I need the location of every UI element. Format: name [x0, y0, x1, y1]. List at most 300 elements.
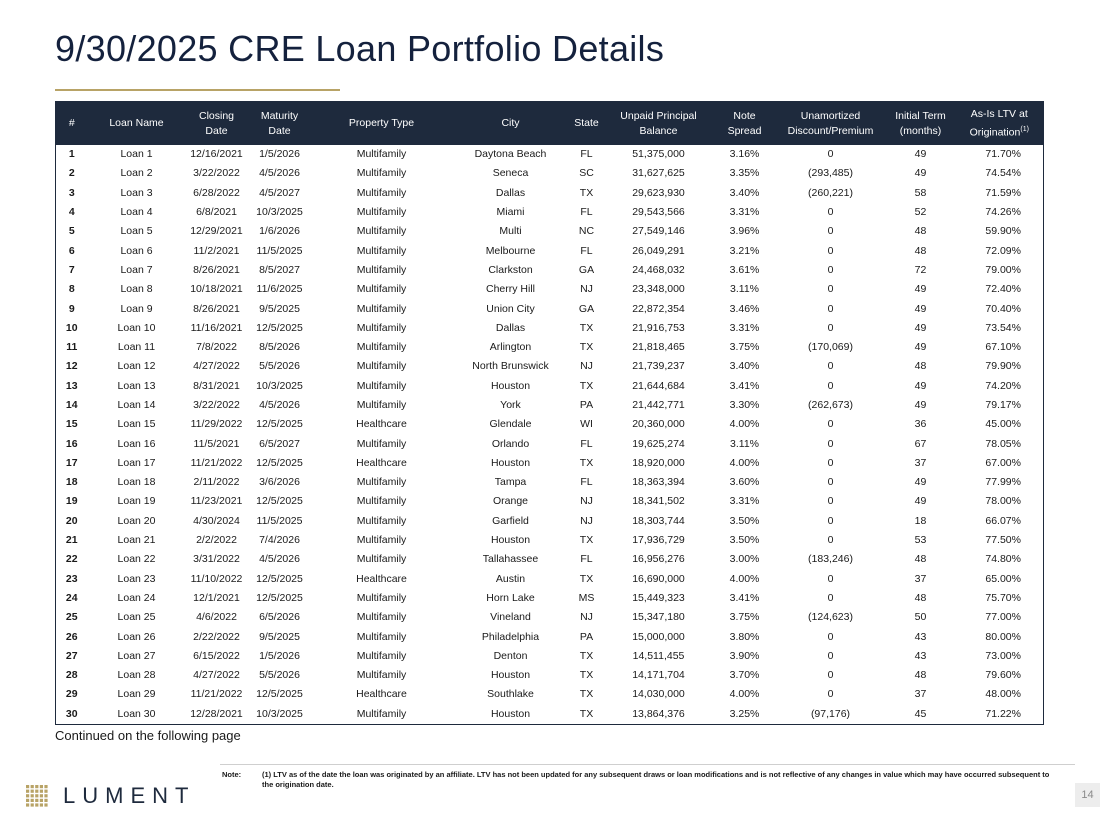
table-cell: (260,221)	[808, 186, 853, 199]
logo-dot	[40, 799, 43, 802]
table-cell: Loan 13	[117, 379, 156, 392]
table-cell: Tampa	[494, 476, 527, 489]
column-header-line1: As-Is LTV at	[970, 107, 1028, 120]
column-header	[886, 102, 956, 146]
table-cell: 3.16%	[729, 148, 760, 161]
column-header	[776, 102, 886, 146]
table-cell: 10/18/2021	[190, 283, 243, 296]
table-cell: Multifamily	[356, 341, 407, 354]
table-cell: 23,348,000	[632, 283, 685, 296]
column-header-line1: #	[68, 117, 75, 129]
table-cell: Loan 5	[120, 225, 153, 238]
table-cell: 48	[914, 244, 927, 257]
table-row	[56, 222, 1044, 241]
table-cell: Multifamily	[356, 244, 407, 257]
column-header-line2: Discount/Premium	[787, 124, 874, 137]
table-cell: 0	[827, 476, 834, 489]
table-row	[56, 145, 1044, 164]
table-cell: 3.11%	[730, 283, 759, 296]
table-cell: 79.90%	[985, 360, 1021, 373]
table-cell: Loan 11	[117, 341, 156, 354]
table-cell: 8	[68, 283, 75, 296]
table-cell: 48	[914, 553, 927, 566]
table-cell: TX	[579, 649, 594, 662]
column-header	[186, 102, 248, 146]
table-row	[56, 531, 1044, 550]
table-cell: 43	[914, 630, 927, 643]
lument-logo-mark-icon	[25, 784, 49, 808]
table-cell: Healthcare	[356, 456, 407, 469]
table-cell: 49	[914, 495, 927, 508]
table-cell: Orlando	[491, 437, 530, 450]
table-cell: 15,449,323	[632, 591, 685, 604]
table-cell: GA	[578, 302, 595, 315]
table-cell: 24,468,032	[632, 263, 685, 276]
column-header-line2: Date	[268, 124, 291, 137]
table-cell: 20	[65, 514, 78, 527]
table-cell: Multifamily	[356, 707, 407, 720]
table-cell: 67.00%	[985, 456, 1021, 469]
table-cell: Houston	[490, 707, 531, 720]
table-cell: Loan 24	[117, 591, 156, 604]
table-body	[56, 145, 1044, 724]
table-cell: Loan 19	[117, 495, 156, 508]
table-cell: FL	[580, 206, 593, 219]
table-cell: 2/22/2022	[193, 630, 240, 643]
table-cell: 11/21/2022	[190, 456, 243, 469]
table-cell: 0	[827, 534, 834, 547]
table-cell: 0	[827, 321, 834, 334]
table-row	[56, 377, 1044, 396]
table-cell: TX	[579, 379, 594, 392]
table-cell: 0	[827, 302, 834, 315]
table-cell: 7/8/2022	[196, 341, 237, 354]
table-cell: 11/29/2022	[190, 418, 243, 431]
table-cell: 78.00%	[985, 495, 1021, 508]
table-cell: 16,956,276	[632, 553, 685, 566]
table-cell: 12/5/2025	[256, 495, 303, 508]
table-cell: TX	[579, 707, 594, 720]
table-cell: 3.41%	[729, 591, 760, 604]
table-cell: Multifamily	[356, 476, 407, 489]
table-cell: FL	[580, 148, 593, 161]
table-cell: 65.00%	[985, 572, 1021, 585]
table-cell: Multifamily	[356, 669, 407, 682]
table-cell: 0	[827, 379, 834, 392]
logo-dot	[26, 794, 29, 797]
table-cell: 18	[914, 514, 927, 527]
table-row	[56, 627, 1044, 646]
table-cell: 58	[914, 186, 927, 199]
table-cell: Loan 20	[117, 514, 156, 527]
table-cell: 77.00%	[985, 611, 1021, 624]
table-cell: TX	[579, 321, 594, 334]
table-row	[56, 319, 1044, 338]
table-cell: 48	[914, 360, 927, 373]
table-cell: 3.46%	[729, 302, 760, 315]
table-cell: 12/29/2021	[190, 225, 243, 238]
logo-dot	[31, 790, 34, 793]
table-cell: 3.31%	[729, 495, 760, 508]
table-cell: FL	[580, 244, 593, 257]
table-cell: (97,176)	[810, 707, 851, 720]
logo-dot	[40, 803, 43, 806]
column-header	[88, 102, 186, 146]
logo-dot	[26, 799, 29, 802]
table-cell: Dallas	[495, 186, 526, 199]
table-cell: 9/5/2025	[259, 630, 300, 643]
table-cell: 25	[65, 611, 78, 624]
table-cell: 3.40%	[729, 360, 760, 373]
column-header-line1: Property Type	[348, 117, 415, 129]
table-cell: Loan 16	[117, 437, 156, 450]
table-cell: NJ	[580, 514, 593, 527]
note-label: Note:	[222, 770, 242, 779]
table-cell: 12/5/2025	[256, 591, 303, 604]
logo-dot	[40, 794, 43, 797]
logo-dot	[26, 803, 29, 806]
table-cell: 0	[827, 148, 834, 161]
table-cell: Multifamily	[356, 649, 407, 662]
table-cell: 0	[827, 495, 834, 508]
table-cell: Multifamily	[356, 225, 407, 238]
column-header-line1: State	[574, 117, 599, 129]
table-cell: Southlake	[487, 688, 534, 701]
table-cell: (124,623)	[808, 611, 853, 624]
table-row	[56, 434, 1044, 453]
table-cell: TX	[579, 534, 594, 547]
table-cell: 4.00%	[729, 418, 760, 431]
column-header-line1: Loan Name	[109, 117, 164, 129]
table-cell: 72.40%	[985, 283, 1021, 296]
logo-dot	[26, 785, 29, 788]
logo-dot	[44, 790, 47, 793]
table-cell: 79.00%	[985, 263, 1021, 276]
table-cell: 26,049,291	[632, 244, 685, 257]
table-cell: FL	[580, 553, 593, 566]
table-cell: 49	[914, 321, 927, 334]
table-row	[56, 473, 1044, 492]
table-cell: 51,375,000	[632, 148, 685, 161]
table-cell: Multifamily	[356, 360, 407, 373]
table-cell: 48.00%	[985, 688, 1021, 701]
table-cell: TX	[579, 456, 594, 469]
table-cell: 12/1/2021	[193, 591, 240, 604]
column-header-line2: (months)	[899, 124, 942, 137]
table-cell: Multifamily	[356, 321, 407, 334]
table-cell: 78.05%	[985, 437, 1021, 450]
column-header	[570, 102, 604, 146]
table-row	[56, 241, 1044, 260]
table-cell: 11	[66, 341, 78, 354]
table-cell: NJ	[580, 360, 593, 373]
table-cell: 4/5/2026	[259, 399, 300, 411]
table-cell: 3.31%	[729, 321, 760, 334]
table-cell: 4/6/2022	[196, 611, 237, 624]
table-cell: PA	[579, 399, 594, 411]
table-cell: Orange	[492, 495, 529, 508]
table-cell: 1/5/2026	[259, 649, 300, 662]
table-cell: Austin	[495, 572, 526, 585]
table-cell: North Brunswick	[472, 360, 549, 373]
table-row	[56, 164, 1044, 183]
table-cell: Multifamily	[356, 283, 407, 296]
table-cell: GA	[578, 263, 595, 276]
table-cell: 10	[65, 321, 78, 334]
table-cell: NJ	[580, 495, 593, 508]
table-cell: 12/5/2025	[256, 572, 303, 585]
logo-dot	[26, 790, 29, 793]
column-header	[956, 102, 1044, 146]
table-cell: 3.31%	[729, 206, 760, 219]
table-cell: 12/28/2021	[190, 707, 243, 720]
table-cell: 13	[65, 379, 78, 392]
table-cell: 74.20%	[985, 379, 1021, 392]
table-row	[56, 685, 1044, 704]
table-cell: 3/22/2022	[193, 399, 240, 411]
note-text: (1) LTV as of the date the loan was originated by an affiliate. LTV has not been updated for any subsequent draws or loan modifications and is not reflective of any changes in value which may have occurred subsequent to the origination date.	[262, 770, 1050, 789]
table-cell: 80.00%	[985, 630, 1021, 643]
table-cell: 15,347,180	[632, 611, 685, 624]
table-cell: TX	[579, 341, 594, 354]
table-cell: 48	[914, 225, 927, 238]
table-row	[56, 705, 1044, 725]
table-cell: Loan 22	[117, 553, 156, 566]
table-cell: Melbourne	[485, 244, 536, 257]
table-cell: 2/2/2022	[196, 534, 237, 547]
table-cell: 3.30%	[729, 399, 760, 411]
table-cell: 10/3/2025	[256, 206, 303, 219]
table-cell: 0	[827, 283, 834, 296]
table-cell: FL	[580, 437, 593, 450]
loan-portfolio-table	[55, 101, 1044, 725]
table-cell: 49	[914, 379, 927, 392]
table-cell: 15,000,000	[632, 630, 685, 643]
table-cell: 11/21/2022	[190, 688, 243, 701]
table-cell: Loan 15	[117, 418, 156, 431]
table-cell: 6/28/2022	[193, 186, 240, 199]
header-row	[56, 102, 1044, 146]
table-cell: 3.35%	[729, 167, 760, 180]
table-cell: 16,690,000	[632, 572, 685, 585]
table-cell: 71.22%	[985, 707, 1021, 720]
column-header-line2: Balance	[639, 124, 678, 137]
logo-dot	[35, 799, 38, 802]
table-cell: Loan 12	[117, 360, 156, 373]
table-cell: Multifamily	[356, 399, 407, 411]
table-cell: 22	[65, 553, 78, 566]
table-cell: 17,936,729	[632, 534, 685, 547]
table-cell: 7	[68, 263, 75, 276]
table-cell: 45.00%	[985, 418, 1021, 431]
table-cell: 3.90%	[729, 649, 760, 662]
table-cell: Loan 18	[117, 476, 156, 489]
lument-logo	[25, 783, 195, 809]
table-cell: 30	[65, 707, 78, 720]
table-cell: Multifamily	[356, 553, 407, 566]
table-cell: (170,069)	[808, 341, 853, 354]
table-cell: 4/5/2026	[259, 553, 300, 566]
table-cell: FL	[580, 476, 593, 489]
table-row	[56, 184, 1044, 203]
logo-dot	[31, 803, 34, 806]
table-cell: 49	[914, 302, 927, 315]
logo-dot	[35, 785, 38, 788]
table-cell: 11/5/2021	[193, 437, 240, 450]
table-cell: 29,623,930	[632, 186, 685, 199]
logo-dot	[35, 794, 38, 797]
table-cell: 49	[914, 399, 927, 411]
table-cell: 2/11/2022	[193, 476, 240, 489]
table-cell: 4	[68, 206, 75, 219]
table-cell: 12/16/2021	[190, 148, 243, 161]
table-cell: Denton	[493, 649, 528, 662]
table-cell: Loan 27	[117, 649, 156, 662]
table-row	[56, 261, 1044, 280]
table-cell: 9/5/2025	[259, 302, 300, 315]
table-cell: 48	[914, 669, 927, 682]
table-cell: 3/6/2026	[259, 476, 300, 489]
table-row	[56, 338, 1044, 357]
table-cell: 49	[914, 476, 927, 489]
logo-dot	[44, 803, 47, 806]
table-cell: Houston	[490, 379, 531, 392]
table-cell: 4/27/2022	[193, 360, 240, 373]
column-header	[248, 102, 312, 146]
table-cell: Loan 4	[120, 206, 153, 219]
table-cell: Tallahassee	[482, 553, 539, 566]
table-cell: Multifamily	[356, 186, 407, 199]
table-cell: Healthcare	[356, 688, 407, 701]
table-cell: 14,171,704	[632, 669, 685, 682]
table-cell: 1/5/2026	[259, 148, 300, 161]
table-cell: 5/5/2026	[259, 360, 300, 373]
table-cell: 0	[827, 418, 834, 431]
table-cell: 6	[68, 244, 75, 257]
column-header-line2: Spread	[727, 124, 762, 137]
table-cell: 3.75%	[729, 341, 760, 354]
table-cell: 12	[65, 360, 78, 373]
page-title: 9/30/2025 CRE Loan Portfolio Details	[55, 28, 665, 69]
table-cell: 0	[827, 591, 834, 604]
table-cell: 14	[65, 399, 78, 411]
table-cell: 8/26/2021	[193, 263, 240, 276]
logo-dot	[40, 785, 43, 788]
table-cell: 49	[914, 148, 927, 161]
table-cell: 12/5/2025	[256, 688, 303, 701]
table-cell: 4/5/2027	[259, 186, 300, 199]
table-cell: 0	[827, 688, 834, 701]
table-cell: 6/5/2026	[259, 611, 300, 624]
table-cell: 8/31/2021	[193, 379, 240, 392]
continued-note: Continued on the following page	[55, 728, 241, 743]
table-cell: 18,363,394	[632, 476, 685, 489]
table-cell: 22,872,354	[632, 302, 685, 315]
column-header-line1: Maturity	[260, 109, 299, 122]
table-cell: 3.80%	[729, 630, 760, 643]
logo-dot	[31, 785, 34, 788]
table-cell: 4/27/2022	[193, 669, 240, 682]
table-row	[56, 357, 1044, 376]
table-cell: 50	[914, 611, 927, 624]
table-cell: 10/3/2025	[256, 379, 303, 392]
logo-dot	[31, 799, 34, 802]
logo-dot	[40, 790, 43, 793]
table-cell: 18,920,000	[632, 456, 685, 469]
table-cell: Loan 3	[120, 186, 153, 199]
table-cell: 52	[914, 206, 927, 219]
table-cell: 5/5/2026	[259, 669, 300, 682]
table-cell: 0	[827, 630, 834, 643]
table-cell: 26	[65, 630, 78, 643]
table-cell: Loan 10	[117, 321, 156, 334]
table-cell: 3.11%	[730, 437, 759, 450]
table-row	[56, 454, 1044, 473]
logo-dot	[44, 799, 47, 802]
table-cell: 48	[914, 591, 927, 604]
table-cell: 72	[914, 263, 927, 276]
table-cell: 37	[914, 456, 927, 469]
table-cell: 11/5/2025	[256, 244, 303, 257]
table-row	[56, 512, 1044, 531]
table-cell: 0	[827, 360, 834, 373]
column-header-line1: Closing	[198, 109, 235, 122]
column-header	[452, 102, 570, 146]
table-cell: 4.00%	[729, 572, 760, 585]
table-cell: 19	[65, 495, 78, 508]
column-header-line1: City	[501, 117, 520, 129]
table-cell: 59.90%	[985, 225, 1021, 238]
table-cell: 0	[827, 669, 834, 682]
table-cell: Loan 1	[120, 148, 153, 161]
table-cell: 6/15/2022	[193, 649, 240, 662]
column-header-line2: Date	[205, 124, 228, 137]
table-cell: 21,739,237	[632, 360, 685, 373]
logo-dot	[35, 803, 38, 806]
table-cell: York	[500, 399, 521, 411]
table-cell: 14,511,455	[632, 649, 685, 662]
table-cell: 27,549,146	[632, 225, 685, 238]
logo-dot	[35, 790, 38, 793]
table-cell: 9	[68, 302, 75, 315]
table-cell: 3.41%	[729, 379, 760, 392]
table-cell: PA	[579, 630, 594, 643]
table-cell: 0	[827, 456, 834, 469]
page-number: 14	[1075, 783, 1100, 807]
table-cell: Multifamily	[356, 611, 407, 624]
table-cell: 3/31/2022	[193, 553, 240, 566]
table-cell: 11/23/2021	[190, 495, 243, 508]
table-cell: 29,543,566	[632, 206, 685, 219]
column-header-line1: Note	[733, 109, 756, 122]
table-cell: 3.50%	[729, 514, 760, 527]
table-cell: Loan 28	[117, 669, 156, 682]
table-cell: Multifamily	[356, 534, 407, 547]
table-cell: 37	[914, 572, 927, 585]
table-cell: Houston	[490, 456, 531, 469]
table-cell: 66.07%	[985, 514, 1021, 527]
table-cell: Arlington	[489, 341, 532, 354]
table-cell: 73.00%	[985, 649, 1021, 662]
table-cell: 11/16/2021	[190, 321, 243, 334]
table-cell: Clarkston	[488, 263, 533, 276]
table-cell: 49	[914, 283, 927, 296]
table-cell: 7/4/2026	[259, 534, 300, 547]
table-cell: 18	[65, 476, 78, 489]
table-cell: 3.75%	[729, 611, 760, 624]
logo-dot	[44, 794, 47, 797]
table-cell: 20,360,000	[632, 418, 685, 431]
